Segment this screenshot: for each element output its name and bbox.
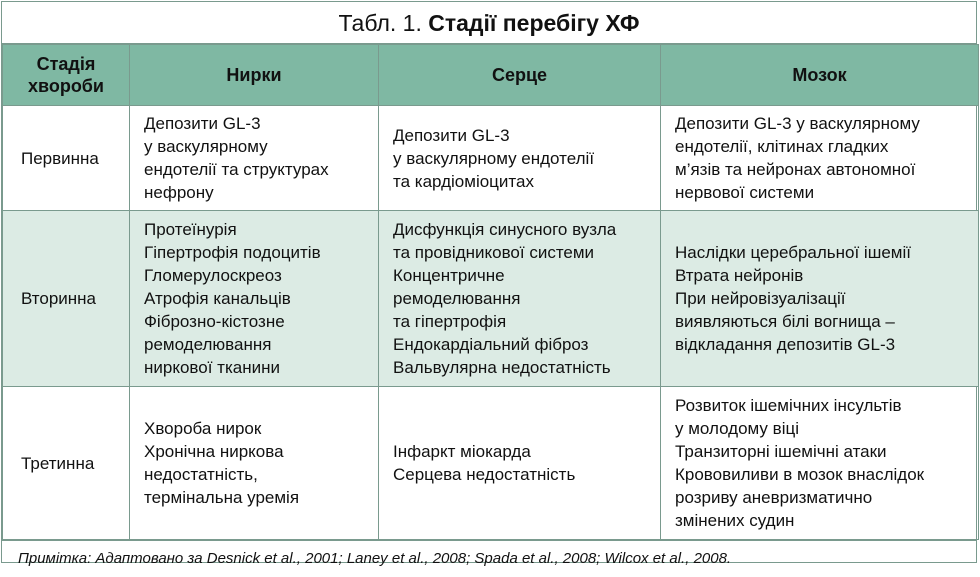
cell-line: ендотелії та структурах [144,160,329,179]
cell-line: Серцева недостатність [393,465,576,484]
header-heart: Серце [379,45,661,106]
cell-line: ниркової тканини [144,358,280,377]
cell-line: Фіброзно-кістозне [144,312,285,331]
cell-line: Вальвулярна недостатність [393,358,611,377]
cell-line: Концентричне [393,266,505,285]
brain-cell [661,106,979,211]
cell-line: Депозити GL-3 [393,125,510,145]
table-caption [2,2,976,44]
cell-line: Інфаркт міокарда [393,442,531,461]
cell-line: Атрофія канальців [144,289,291,308]
stage-cell: Третинна [3,387,130,540]
cell-line: у молодому віці [675,419,799,438]
table-row [3,211,979,387]
brain-cell [661,211,979,387]
caption-title: Стадії перебігу ХФ [428,10,640,36]
cell-line: Хронічна ниркова [144,442,284,461]
header-brain: Мозок [661,45,979,106]
table-frame [1,1,977,567]
cell-line: нефрону [144,183,214,202]
header-stage-line: Стадія [36,54,96,74]
cell-line: та провідникової системи [393,243,595,262]
cell-line: Втрата нейронів [675,266,804,285]
header-stage [3,45,130,106]
cell-line: ендотелії, клітинах гладких [675,137,889,156]
header-kidneys: Нирки [130,45,379,106]
cell-line: Депозити GL-3 у васкулярному [675,114,920,133]
cell-line: Розвиток ішемічних інсультів [675,396,902,415]
cell-line: змінених судин [675,511,795,530]
table-note: Примітка: Адаптовано за Desnick et al., 2001; Laney et al., 2008; Spada et al., 2008; Wilcox et al., 2008. [2,540,976,576]
cell-line: недостатність, [144,465,258,484]
stage-cell: Вторинна [3,211,130,387]
heart-cell [379,387,661,540]
cell-line: При нейровізуалізації [675,289,846,308]
cell-line: Крововиливи в мозок внаслідок [675,465,925,484]
cell-line: Протеїнурія [144,220,237,239]
cell-line: нервової системи [675,183,815,202]
table-row [3,387,979,540]
cell-line: відкладання депозитів GL-3 [675,335,896,354]
cell-line: Ендокардіальний фіброз [393,335,589,354]
cell-line: Транзиторні ішемічні атаки [675,442,887,461]
cell-line: Гломерулоскреоз [144,266,282,285]
cell-line: у васкулярному [144,137,268,156]
cell-line: та гіпертрофія [393,312,507,331]
kidneys-cell [130,387,379,540]
cell-line: м’язів та нейронах автономної [675,160,916,179]
heart-cell [379,106,661,211]
kidneys-cell [130,211,379,387]
cell-line: Хвороба нирок [144,419,262,438]
header-stage-line: хвороби [27,76,104,96]
cell-line: Наслідки церебральної ішемії [675,243,911,262]
cell-line: у васкулярному ендотелії [393,148,595,168]
table-row [3,106,979,211]
cell-line: термінальна уремія [144,488,300,507]
stages-table [2,44,979,540]
cell-line: Дисфункція синусного вузла [393,220,617,239]
cell-line: ремоделювання [144,335,272,354]
cell-line: розриву аневризматично [675,488,873,507]
stage-cell: Первинна [3,106,130,211]
cell-line: виявляються білі вогнища – [675,312,895,331]
cell-line: та кардіоміоцитах [393,171,534,191]
cell-line: ремоделювання [393,289,521,308]
heart-cell [379,211,661,387]
brain-cell [661,387,979,540]
cell-line: Депозити GL-3 [144,114,261,133]
cell-line: Гіпертрофія подоцитів [144,243,321,262]
kidneys-cell [130,106,379,211]
caption-prefix: Табл. 1. [338,10,422,36]
header-row [3,45,979,106]
